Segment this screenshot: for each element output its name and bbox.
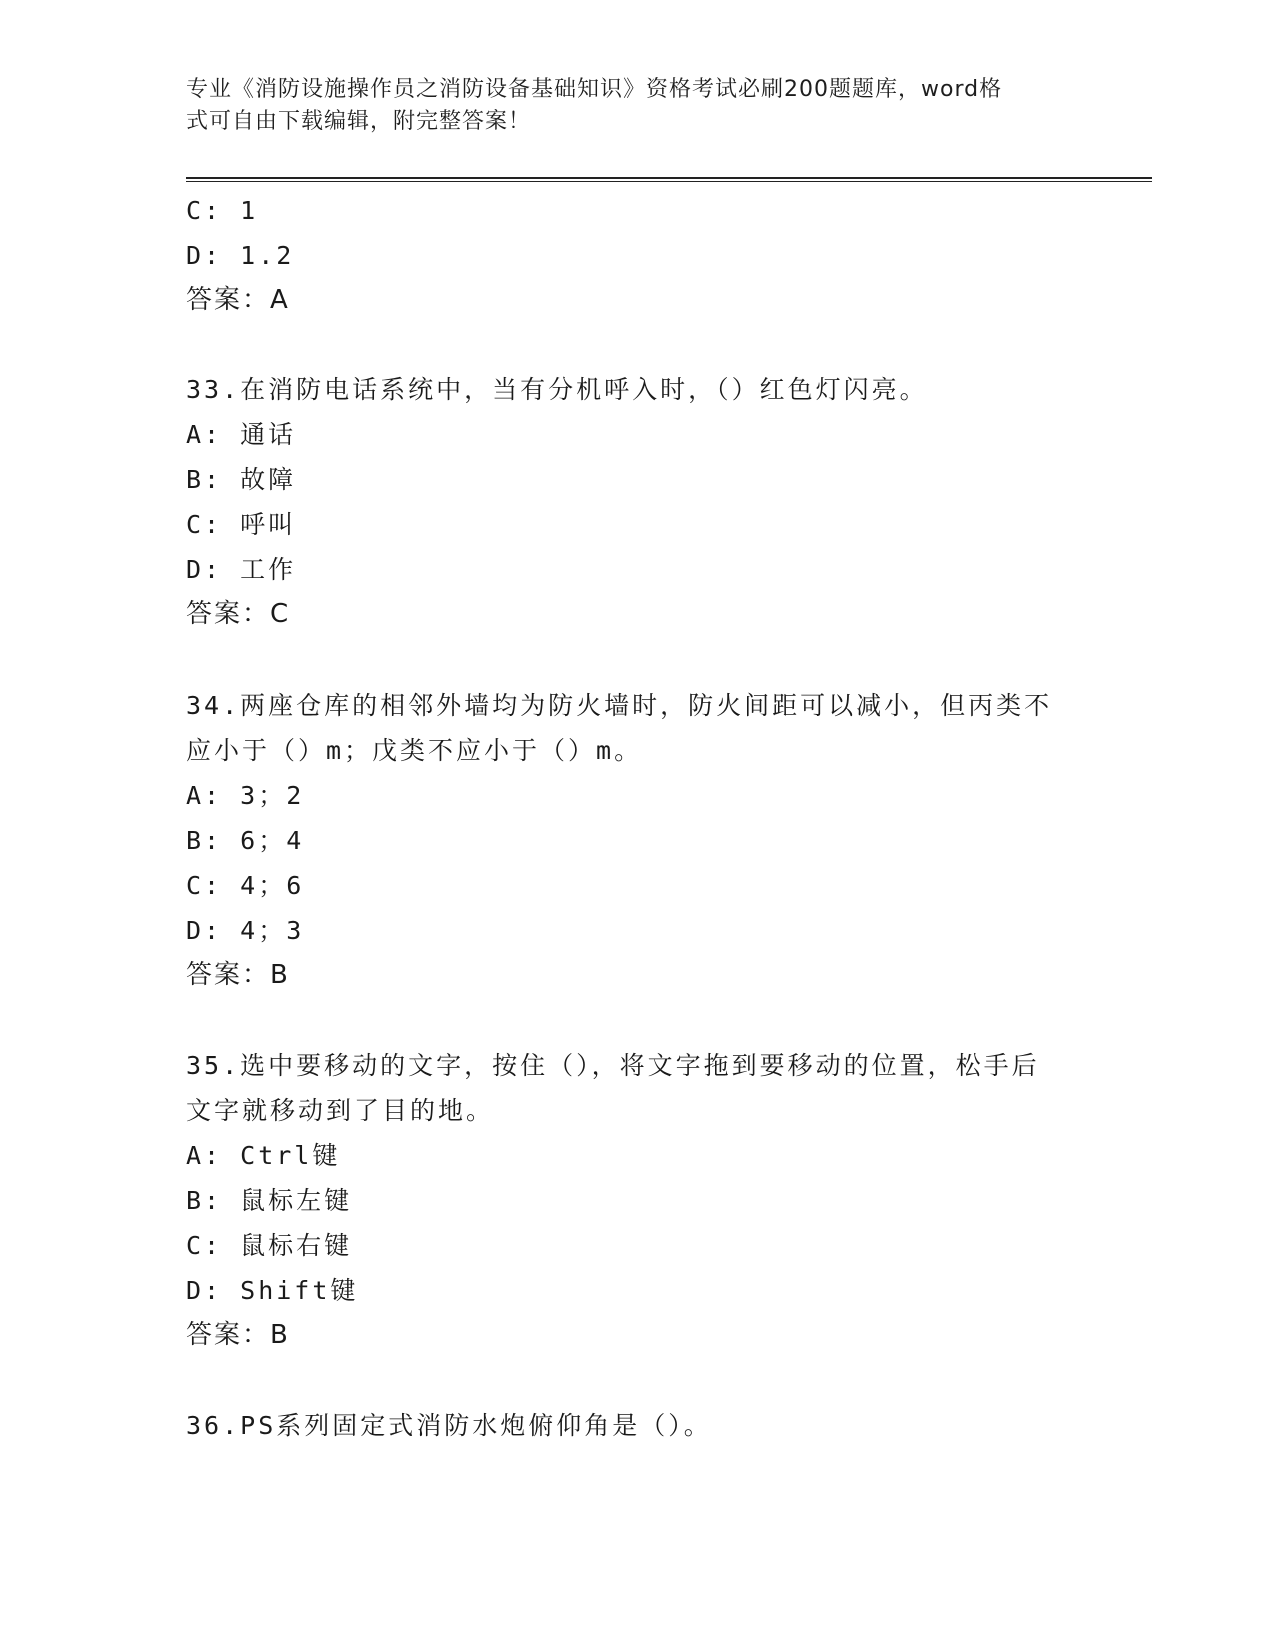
option-d: D: 工作 [186,555,297,584]
header-title-line-1: 专业《消防设施操作员之消防设备基础知识》资格考试必刷200题题库，word格 [186,77,1003,102]
option-b: B: 鼠标左键 [186,1186,353,1215]
question-stem-line-2: 应小于（）m；戊类不应小于（）m。 [186,736,643,765]
option-c: C: 1 [186,196,259,225]
option-c: C: 鼠标右键 [186,1231,353,1260]
option-b: B: 故障 [186,465,297,494]
question-34 [186,683,1076,998]
header-divider-top [186,177,1152,179]
header-divider-bottom [186,181,1152,182]
option-d: D: 4；3 [186,916,305,945]
document-header [186,74,1066,138]
previous-question [186,188,1076,323]
question-stem-line-1: 35.选中要移动的文字，按住（），将文字拖到要移动的位置，松手后 [186,1051,1040,1080]
question-stem: 36.PS系列固定式消防水炮俯仰角是（）。 [186,1411,712,1440]
option-c: C: 4；6 [186,871,305,900]
question-36 [186,1403,1076,1448]
question-stem: 33.在消防电话系统中，当有分机呼入时，（）红色灯闪亮。 [186,375,928,404]
option-a: A: Ctrl键 [186,1141,341,1170]
question-33 [186,367,1076,637]
option-a: A: 3；2 [186,781,305,810]
question-stem-line-1: 34.两座仓库的相邻外墙均为防火墙时，防火间距可以减小，但丙类不 [186,691,1053,720]
header-title-line-2: 式可自由下载编辑，附完整答案！ [186,109,532,134]
option-c: C: 呼叫 [186,510,297,539]
answer-line: 答案：C [186,599,291,629]
answer-line: 答案：B [186,960,290,990]
question-stem-line-2: 文字就移动到了目的地。 [186,1096,495,1125]
option-d: D: Shift键 [186,1276,359,1305]
option-a: A: 通话 [186,420,297,449]
question-35 [186,1043,1076,1358]
option-b: B: 6；4 [186,826,305,855]
answer-line: 答案：A [186,285,290,315]
answer-line: 答案：B [186,1320,290,1350]
option-d: D: 1.2 [186,241,295,270]
